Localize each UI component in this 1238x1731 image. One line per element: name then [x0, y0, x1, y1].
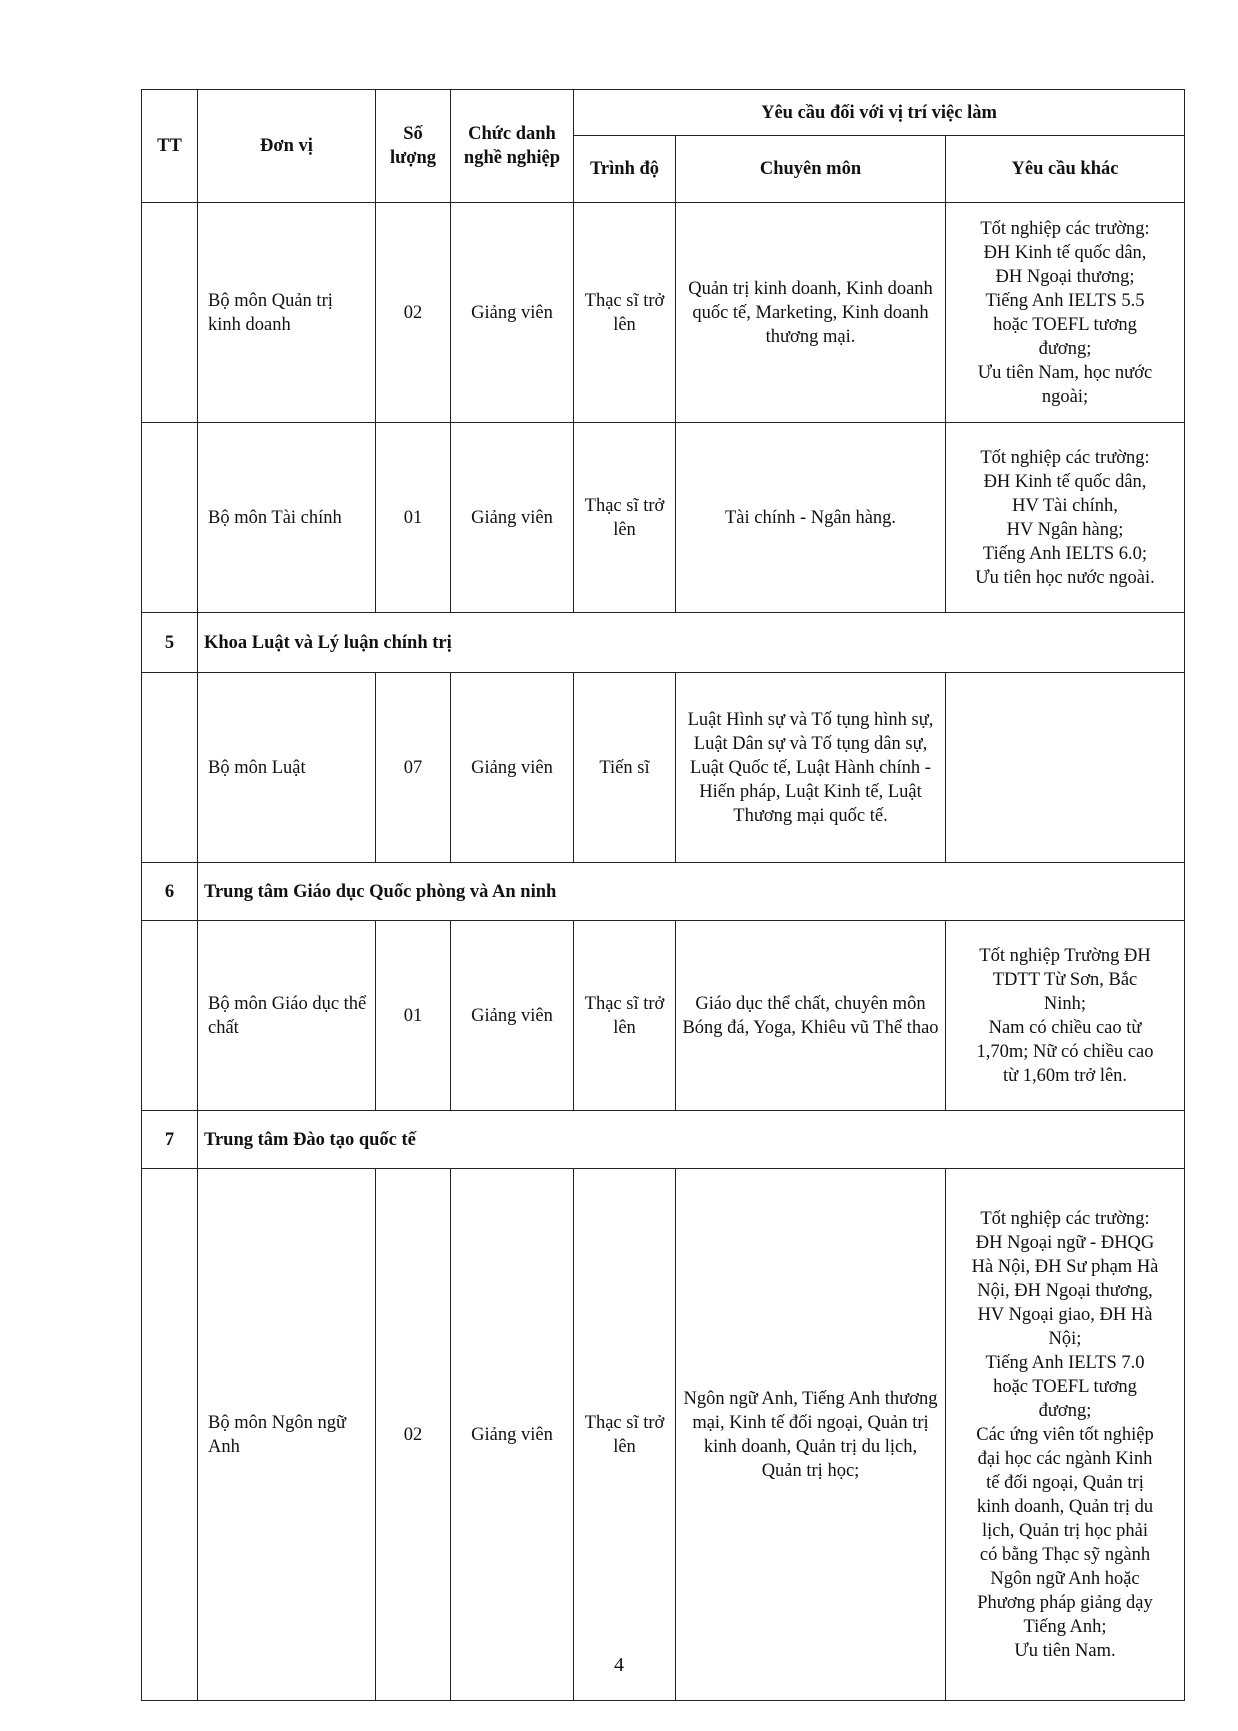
so-luong-cell: 01 [376, 423, 451, 613]
chuyen-mon-cell: Quản trị kinh doanh, Kinh doanh quốc tế, Marketing, Kinh doanh thương mại. [676, 203, 946, 423]
trinh-do-cell: Thạc sĩ trở lên [574, 203, 676, 423]
chuc-danh-cell: Giảng viên [451, 921, 574, 1111]
header-so-luong: Số lượng [376, 90, 451, 203]
don-vi-cell: Bộ môn Quản trị kinh doanh [198, 203, 376, 423]
table-row [142, 203, 1185, 423]
requirement-line: HV Tài chính, [1012, 495, 1118, 516]
requirement-line: hoặc TOEFL tương [993, 1376, 1137, 1397]
requirement-line: Phương pháp giảng dạy [977, 1592, 1153, 1613]
table-row [142, 921, 1185, 1111]
requirement-line: Ưu tiên Nam, học nước [977, 362, 1153, 383]
requirement-line: đại học các ngành Kinh [977, 1448, 1153, 1469]
requirement-line: Tốt nghiệp các trường: [980, 447, 1150, 468]
header-tt: TT [142, 90, 198, 203]
requirement-line: Nội; [1048, 1328, 1082, 1349]
requirement-line: Ưu tiên Nam. [1014, 1640, 1116, 1661]
trinh-do-cell: Thạc sĩ trở lên [574, 1169, 676, 1701]
don-vi-cell: Bộ môn Ngôn ngữ Anh [198, 1169, 376, 1701]
requirement-line: hoặc TOEFL tương [993, 314, 1137, 335]
section-title: Trung tâm Giáo dục Quốc phòng và An ninh [198, 863, 1185, 921]
requirement-line: Tiếng Anh IELTS 5.5 [985, 290, 1145, 311]
section-number: 5 [142, 613, 198, 673]
header-chuc-danh: Chức danh nghề nghiệp [451, 90, 574, 203]
requirement-line: HV Ngoại giao, ĐH Hà [977, 1304, 1153, 1325]
trinh-do-cell: Thạc sĩ trở lên [574, 423, 676, 613]
header-yeu-cau: Yêu cầu đối với vị trí việc làm [574, 90, 1185, 136]
recruitment-table [141, 89, 1185, 1701]
requirement-line: ĐH Ngoại thương; [995, 266, 1135, 287]
don-vi-cell: Bộ môn Giáo dục thể chất [198, 921, 376, 1111]
requirement-line: kinh doanh, Quản trị du [976, 1496, 1154, 1517]
requirement-line: ĐH Kinh tế quốc dân, [983, 242, 1147, 263]
requirement-line: Tiếng Anh IELTS 7.0 [985, 1352, 1145, 1373]
yeu-cau-khac-cell [946, 921, 1185, 1111]
so-luong-cell: 07 [376, 673, 451, 863]
header-don-vi: Đơn vị [198, 90, 376, 203]
chuc-danh-cell: Giảng viên [451, 673, 574, 863]
section-title: Trung tâm Đào tạo quốc tế [198, 1111, 1185, 1169]
chuc-danh-cell: Giảng viên [451, 423, 574, 613]
requirement-line: từ 1,60m trở lên. [1002, 1065, 1128, 1086]
requirement-line: đương; [1038, 1400, 1092, 1421]
header-chuyen-mon: Chuyên môn [676, 136, 946, 203]
requirement-line: Ngôn ngữ Anh hoặc [990, 1568, 1140, 1589]
yeu-cau-khac-cell [946, 673, 1185, 863]
requirement-line: Tốt nghiệp Trường ĐH [979, 945, 1151, 966]
requirement-line: Tiếng Anh IELTS 6.0; [982, 543, 1148, 564]
so-luong-cell: 02 [376, 203, 451, 423]
tt-cell [142, 203, 198, 423]
chuyen-mon-cell: Giáo dục thể chất, chuyên môn Bóng đá, Yoga, Khiêu vũ Thể thao [676, 921, 946, 1111]
requirement-line: lịch, Quản trị học phải [982, 1520, 1148, 1541]
tt-cell [142, 921, 198, 1111]
don-vi-cell: Bộ môn Tài chính [198, 423, 376, 613]
requirement-line: ngoài; [1041, 386, 1089, 407]
requirement-line: Tốt nghiệp các trường: [980, 218, 1150, 239]
requirement-line: Ninh; [1043, 993, 1087, 1014]
yeu-cau-khac-cell [946, 423, 1185, 613]
tt-cell [142, 673, 198, 863]
requirement-line: Tốt nghiệp các trường: [980, 1208, 1150, 1229]
requirement-line: đương; [1038, 338, 1092, 359]
tt-cell [142, 1169, 198, 1701]
requirement-line: Nam có chiều cao từ [988, 1017, 1142, 1038]
table-row [142, 423, 1185, 613]
page-number: 4 [614, 1654, 624, 1676]
section-row [142, 1111, 1185, 1169]
table-row [142, 1169, 1185, 1701]
requirement-line: tế đối ngoại, Quản trị [986, 1472, 1144, 1493]
header-trinh-do: Trình độ [574, 136, 676, 203]
yeu-cau-khac-cell [946, 1169, 1185, 1701]
yeu-cau-khac-cell [946, 203, 1185, 423]
chuc-danh-cell: Giảng viên [451, 1169, 574, 1701]
requirement-line: ĐH Kinh tế quốc dân, [983, 471, 1147, 492]
trinh-do-cell: Thạc sĩ trở lên [574, 921, 676, 1111]
don-vi-cell: Bộ môn Luật [198, 673, 376, 863]
tt-cell [142, 423, 198, 613]
requirement-line: Hà Nội, ĐH Sư phạm Hà [971, 1256, 1159, 1277]
chuyen-mon-cell: Ngôn ngữ Anh, Tiếng Anh thương mại, Kinh tế đối ngoại, Quản trị kinh doanh, Quản trị du lịch, Quản trị học; [676, 1169, 946, 1701]
requirement-line: Nội, ĐH Ngoại thương, [977, 1280, 1153, 1301]
chuyen-mon-cell: Tài chính - Ngân hàng. [676, 423, 946, 613]
section-number: 7 [142, 1111, 198, 1169]
trinh-do-cell: Tiến sĩ [574, 673, 676, 863]
section-number: 6 [142, 863, 198, 921]
so-luong-cell: 02 [376, 1169, 451, 1701]
requirement-line: TDTT Từ Sơn, Bắc [992, 969, 1138, 990]
so-luong-cell: 01 [376, 921, 451, 1111]
requirement-line: ĐH Ngoại ngữ - ĐHQG [975, 1232, 1155, 1253]
header-yeu-cau-khac: Yêu cầu khác [946, 136, 1185, 203]
requirement-line: Các ứng viên tốt nghiệp [976, 1424, 1154, 1445]
requirement-line: Tiếng Anh; [1023, 1616, 1107, 1637]
table-row [142, 673, 1185, 863]
section-row [142, 863, 1185, 921]
requirement-line: có bằng Thạc sỹ ngành [979, 1544, 1151, 1565]
section-title: Khoa Luật và Lý luận chính trị [198, 613, 1185, 673]
section-row [142, 613, 1185, 673]
requirement-line: 1,70m; Nữ có chiều cao [976, 1041, 1154, 1062]
chuyen-mon-cell: Luật Hình sự và Tố tụng hình sự, Luật Dân sự và Tố tụng dân sự, Luật Quốc tế, Luật Hành chính - Hiến pháp, Luật Kinh tế, Luật Thương mại quốc tế. [676, 673, 946, 863]
table-body [142, 203, 1185, 1701]
chuc-danh-cell: Giảng viên [451, 203, 574, 423]
requirement-line: HV Ngân hàng; [1006, 519, 1124, 540]
requirement-line: Ưu tiên học nước ngoài. [975, 567, 1155, 588]
